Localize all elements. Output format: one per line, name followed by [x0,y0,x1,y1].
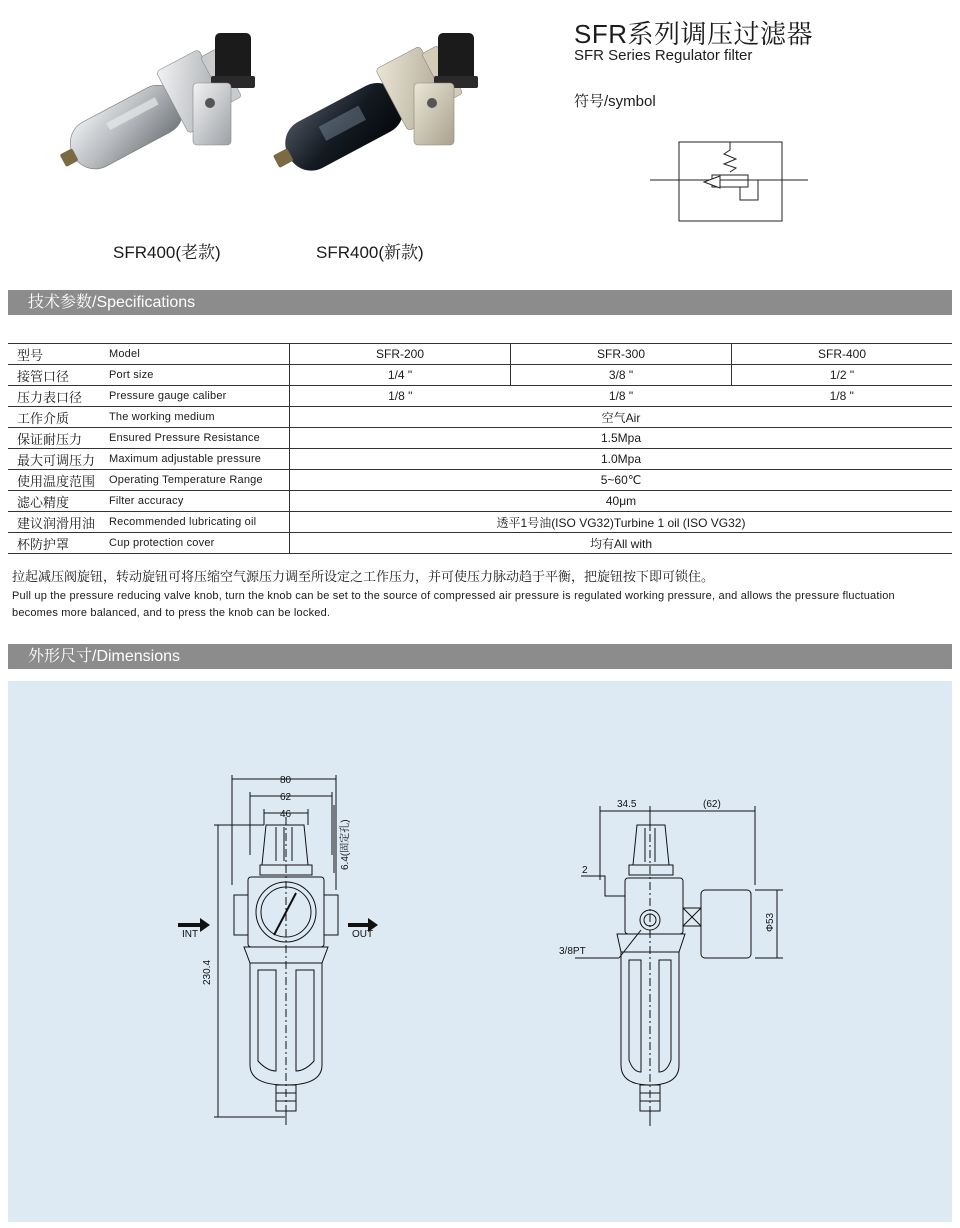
page-subtitle: SFR Series Regulator filter [574,47,753,64]
table-cell: 1.5Mpa [290,428,953,449]
table-cell: 3/8 " [511,365,732,386]
row-label-en: The working medium [109,407,290,428]
row-label-en: Operating Temperature Range [109,470,290,491]
operation-note-cn: 拉起减压阀旋钮，转动旋钮可将压缩空气源压力调至所设定之工作压力，并可使压力脉动趋于平衡，把旋钮按下即可锁住。 [12,569,715,584]
dim-62: (62) [703,799,721,810]
table-cell: SFR-300 [511,344,732,365]
row-label-cn: 杯防护罩 [8,533,109,554]
table-cell: 5~60℃ [290,470,953,491]
table-cell: 1/8 " [732,386,953,407]
row-label-en: Maximum adjustable pressure [109,449,290,470]
table-cell: 空气Air [290,407,953,428]
specifications-table [8,343,952,554]
row-label-en: Cup protection cover [109,533,290,554]
dim-height-230: 230.4 [202,959,213,985]
table-cell: SFR-400 [732,344,953,365]
table-row [8,470,952,491]
dim-mounting-hole: 6.4(固定孔) [340,819,351,870]
table-row [8,449,952,470]
row-label-en: Port size [109,365,290,386]
table-row [8,428,952,449]
table-cell: 1.0Mpa [290,449,953,470]
row-label-en: Pressure gauge caliber [109,386,290,407]
table-cell: 均有All with [290,533,953,554]
table-cell: 1/8 " [290,386,511,407]
dim-width-46: 46 [280,809,292,820]
inlet-label: INT [182,929,199,940]
table-row [8,386,952,407]
row-label-cn: 型号 [8,344,109,365]
dimensions-panel [8,681,952,1222]
row-label-en: Ensured Pressure Resistance [109,428,290,449]
row-label-cn: 压力表口径 [8,386,109,407]
table-row [8,533,952,554]
row-label-cn: 建议润滑用油 [8,512,109,533]
port-label: 3/8PT [559,946,586,957]
specifications-section-header: 技术参数/Specifications [8,290,952,315]
table-row [8,512,952,533]
table-cell: 1/8 " [511,386,732,407]
table-cell: 1/2 " [732,365,953,386]
row-label-cn: 保证耐压力 [8,428,109,449]
row-label-en: Recommended lubricating oil [109,512,290,533]
table-row [8,491,952,512]
regulator-filter-symbol [648,138,818,228]
dim-34-5: 34.5 [617,799,637,810]
product-caption-new: SFR400(新款) [316,243,424,262]
dim-2: 2 [582,865,588,876]
outlet-label: OUT [352,929,374,940]
dim-width-62: 62 [280,792,292,803]
side-view-drawing [555,790,795,1130]
table-row [8,365,952,386]
table-row [8,344,952,365]
operation-note-en: Pull up the pressure reducing valve knob, turn the knob can be set to the source of compressed air pressure is regulated working pressure, and allows the pressure fluctuation becomes more balanced, and to press the knob can be locked. [12,590,895,619]
row-label-en: Filter accuracy [109,491,290,512]
table-row [8,407,952,428]
table-cell: 40μm [290,491,953,512]
row-label-en: Model [109,344,290,365]
row-label-cn: 滤心精度 [8,491,109,512]
dim-gauge-diameter: Φ53 [765,912,776,932]
product-caption-old: SFR400(老款) [113,243,221,262]
dimensions-section-header: 外形尺寸/Dimensions [8,644,952,669]
product-image-new [250,28,490,208]
product-image-old [35,28,265,208]
row-label-cn: 工作介质 [8,407,109,428]
symbol-label: 符号/symbol [574,93,656,110]
table-cell: 透平1号油(ISO VG32)Turbine 1 oil (ISO VG32) [290,512,953,533]
front-view-drawing [170,765,390,1130]
row-label-cn: 接管口径 [8,365,109,386]
table-cell: SFR-200 [290,344,511,365]
row-label-cn: 最大可调压力 [8,449,109,470]
dim-width-80: 80 [280,775,292,786]
row-label-cn: 使用温度范围 [8,470,109,491]
page-title: SFR系列调压过滤器 [574,19,814,49]
table-cell: 1/4 " [290,365,511,386]
